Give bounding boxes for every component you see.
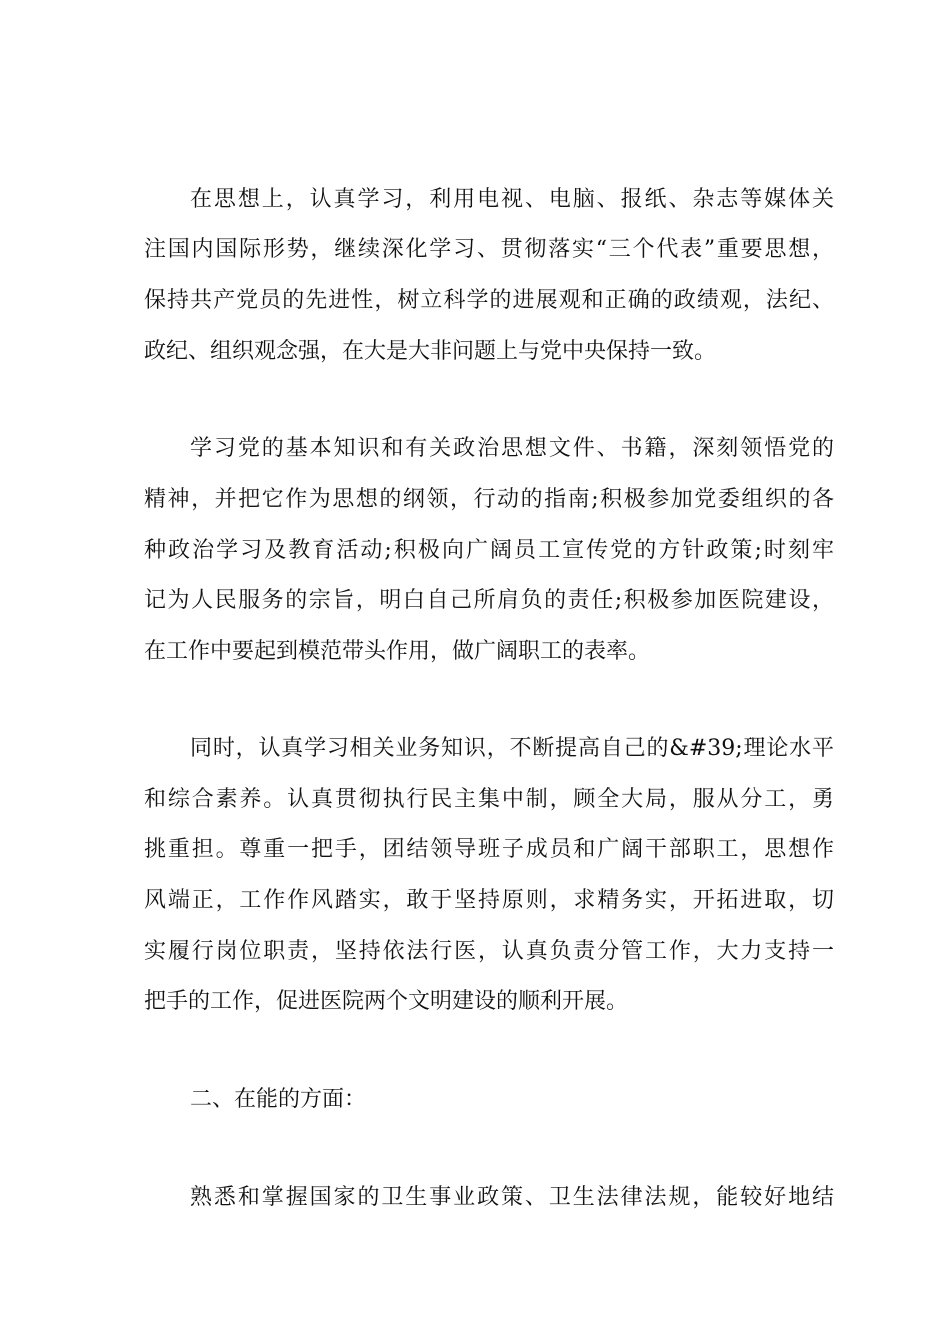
paragraph-4-line-1: 熟悉和掌握国家的卫生事业政策、卫生法律法规，能较好地结 [190, 1185, 834, 1210]
paragraph-3-line-1: 同时，认真学习相关业务知识，不断提高自己的&#39;理论水平 [190, 736, 834, 761]
section-heading: 二、在能的方面： [190, 1087, 367, 1112]
paragraph-1-line-3: 保持共产党员的先进性，树立科学的进展观和正确的政绩观，法纪、 [144, 288, 834, 313]
paragraph-3-line-4: 风端正，工作作风踏实，敢于坚持原则，求精务实，开拓进取，切 [144, 888, 834, 913]
paragraph-1-line-4: 政纪、组织观念强，在大是大非问题上与党中央保持一致。 [144, 339, 717, 364]
paragraph-3-line-3: 挑重担。尊重一把手，团结领导班子成员和广阔干部职工，思想作 [144, 837, 834, 862]
paragraph-3-line-2: 和综合素养。认真贯彻执行民主集中制，顾全大局，服从分工，勇 [144, 787, 834, 812]
paragraph-3-line-5: 实履行岗位职责，坚持依法行医，认真负责分管工作，大力支持一 [144, 939, 834, 964]
paragraph-3-line-6: 把手的工作，促进医院两个文明建设的顺利开展。 [144, 989, 629, 1014]
paragraph-2-line-4: 记为人民服务的宗旨，明白自己所肩负的责任;积极参加医院建设， [144, 588, 834, 613]
paragraph-2-line-3: 种政治学习及教育活动;积极向广阔员工宣传党的方针政策;时刻牢 [144, 538, 834, 563]
paragraph-1-line-2: 注国内国际形势，继续深化学习、贯彻落实“三个代表”重要思想， [144, 237, 834, 262]
paragraph-2-line-5: 在工作中要起到模范带头作用，做广阔职工的表率。 [144, 639, 651, 664]
paragraph-2-line-2: 精神，并把它作为思想的纲领，行动的指南;积极参加党委组织的各 [144, 487, 834, 512]
paragraph-1-line-1: 在思想上，认真学习，利用电视、电脑、报纸、杂志等媒体关 [190, 187, 834, 212]
paragraph-2-line-1: 学习党的基本知识和有关政治思想文件、书籍，深刻领悟党的 [190, 436, 834, 461]
